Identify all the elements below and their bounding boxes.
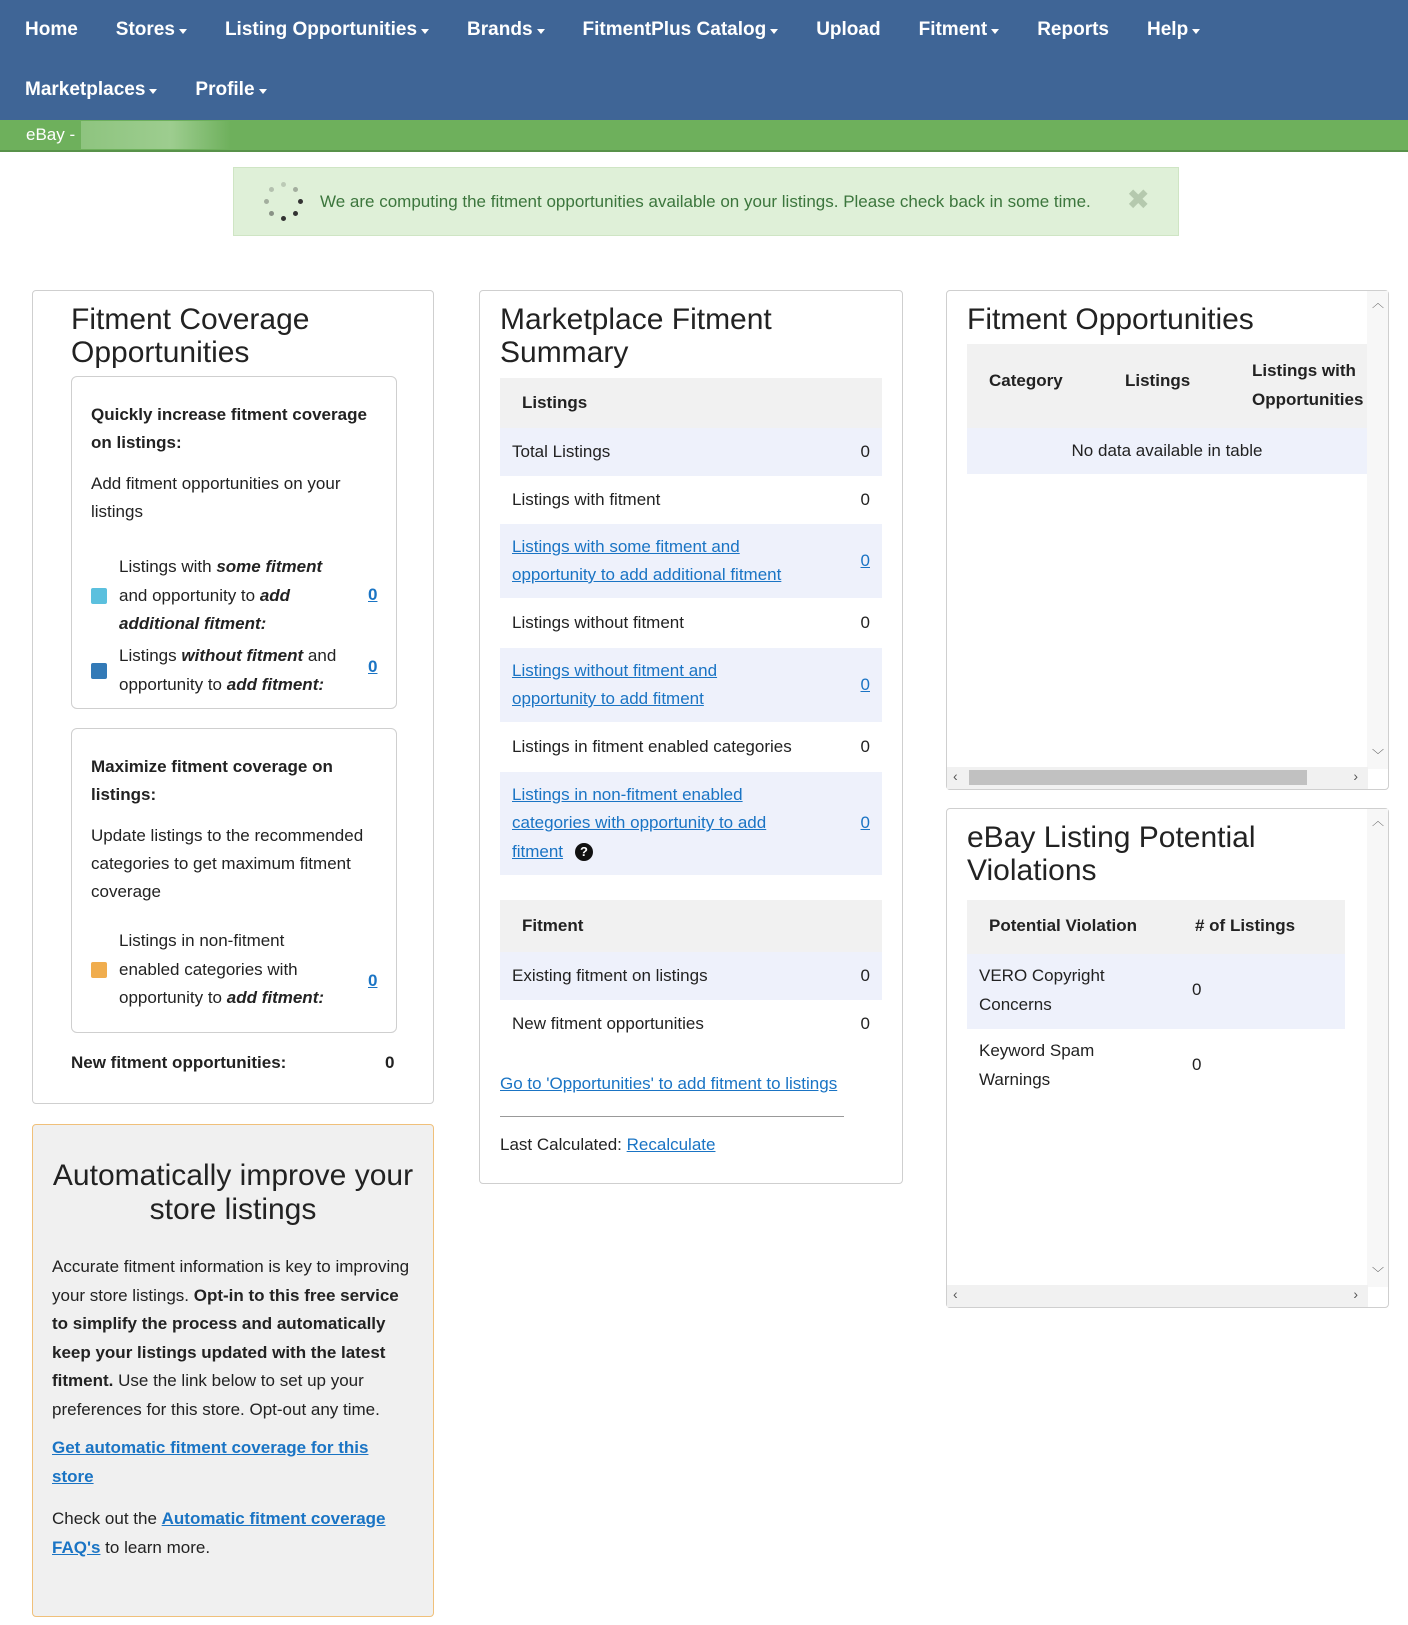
summary-row-without-fitment bbox=[500, 598, 882, 648]
nav-reports[interactable] bbox=[1037, 19, 1109, 41]
nav-row-2 bbox=[25, 60, 1408, 120]
nav-marketplaces[interactable] bbox=[25, 79, 157, 101]
auto-improve-description bbox=[52, 1253, 412, 1424]
nav-listing-opportunities[interactable] bbox=[225, 19, 429, 41]
without-fitment-count-link[interactable]: 0 bbox=[860, 674, 870, 694]
nav-upload[interactable] bbox=[816, 19, 880, 41]
row-value: 0 bbox=[860, 489, 870, 509]
legend-swatch-dark-blue bbox=[91, 663, 107, 679]
description-plain: Accurate fitment information is key to improving your store listings. bbox=[52, 1257, 410, 1305]
scroll-right-icon[interactable]: › bbox=[1353, 1286, 1358, 1302]
scroll-left-icon[interactable]: ‹ bbox=[953, 768, 958, 784]
summary-row-some-fitment bbox=[500, 524, 882, 598]
summary-row-existing-fitment bbox=[500, 952, 882, 1000]
without-fitment-link[interactable]: Listings without fitment and opportunity to add fitment bbox=[512, 660, 718, 708]
caret-down-icon bbox=[421, 29, 429, 34]
goto-opportunities-link[interactable]: Go to 'Opportunities' to add fitment to listings bbox=[500, 1074, 838, 1093]
row-label: Total Listings bbox=[512, 441, 611, 461]
caret-down-icon bbox=[1192, 29, 1200, 34]
get-automatic-coverage-link[interactable]: Get automatic fitment coverage for this store bbox=[52, 1438, 369, 1486]
store-name-redacted bbox=[81, 121, 231, 149]
caret-down-icon bbox=[179, 29, 187, 34]
opportunities-table-header bbox=[967, 344, 1367, 428]
computing-alert bbox=[233, 167, 1179, 236]
legend-swatch-orange bbox=[91, 962, 107, 978]
quick-coverage-text: Add fitment opportunities on your listings bbox=[91, 474, 341, 521]
quick-coverage-heading: Quickly increase fitment coverage on listings: bbox=[91, 405, 367, 452]
column-header[interactable]: Listings bbox=[1125, 371, 1191, 390]
scroll-thumb[interactable] bbox=[969, 770, 1307, 785]
legend-without-fitment bbox=[91, 642, 389, 699]
faq-link[interactable]: Automatic fitment coverage FAQ's bbox=[52, 1509, 386, 1557]
summary-row-total bbox=[500, 428, 882, 476]
legend-some-fitment bbox=[91, 553, 389, 639]
row-label: New fitment opportunities bbox=[512, 1013, 704, 1033]
description-end: Use the link below to set up your preferences for this store. Opt-out any time. bbox=[52, 1371, 380, 1419]
row-label: Listings with fitment bbox=[512, 489, 661, 509]
scroll-left-icon[interactable]: ‹ bbox=[953, 1286, 958, 1302]
non-fitment-link[interactable]: Listings in non-fitment enabled categories with opportunity to add fitment bbox=[512, 784, 767, 861]
nav-brands-label: Brands bbox=[467, 19, 533, 40]
summary-row-enabled-categories bbox=[500, 722, 882, 772]
fitment-header-label: Fitment bbox=[522, 915, 584, 935]
maximize-coverage-box bbox=[71, 728, 397, 1033]
nav-fitmentplus-catalog[interactable] bbox=[583, 19, 779, 41]
listings-header-label: Listings bbox=[522, 392, 588, 412]
faq-text bbox=[52, 1505, 412, 1562]
non-fitment-count-link[interactable]: 0 bbox=[860, 813, 870, 833]
store-bar bbox=[0, 120, 1408, 152]
row-label: Existing fitment on listings bbox=[512, 965, 708, 985]
caret-down-icon bbox=[991, 29, 999, 34]
question-circle-icon[interactable]: ? bbox=[575, 843, 593, 861]
nav-row-1 bbox=[25, 0, 1408, 60]
caret-down-icon bbox=[149, 89, 157, 94]
some-fitment-count-link[interactable]: 0 bbox=[860, 550, 870, 570]
legend-without-fitment-count-link[interactable]: 0 bbox=[368, 657, 378, 676]
violation-row bbox=[967, 1029, 1345, 1104]
column-header[interactable]: Potential Violation bbox=[989, 916, 1137, 935]
violation-label: Keyword Spam Warnings bbox=[979, 1041, 1095, 1089]
panel-title: Automatically improve your store listings bbox=[52, 1159, 414, 1226]
panel-title: Marketplace Fitment Summary bbox=[500, 303, 772, 369]
row-value: 0 bbox=[860, 612, 870, 632]
nav-listing-opportunities-label: Listing Opportunities bbox=[224, 19, 418, 40]
violation-count: 0 bbox=[1192, 1055, 1202, 1074]
row-label: Listings without fitment bbox=[512, 612, 684, 632]
panel-title: Fitment Opportunities bbox=[967, 303, 1254, 336]
alert-message: We are computing the fitment opportunities available on your listings. Please check back in some time. bbox=[320, 191, 1091, 211]
legend-label: Listings with some fitment and opportunity to add additional fitment: bbox=[119, 557, 323, 633]
summary-row-non-fitment-categories bbox=[500, 772, 882, 875]
summary-row-with-fitment bbox=[500, 476, 882, 524]
listing-violations-panel bbox=[946, 808, 1389, 1308]
nav-profile[interactable] bbox=[195, 79, 266, 101]
close-icon[interactable]: ✖ bbox=[1126, 184, 1150, 215]
row-value: 0 bbox=[860, 1013, 870, 1033]
nav-fitment[interactable] bbox=[919, 19, 1000, 41]
legend-some-fitment-count-link[interactable]: 0 bbox=[368, 585, 378, 604]
row-value: 0 bbox=[860, 965, 870, 985]
nav-fitment-label: Fitment bbox=[918, 19, 988, 40]
loading-spinner-icon bbox=[264, 182, 304, 222]
violations-table-header bbox=[967, 900, 1345, 954]
top-navbar bbox=[0, 0, 1408, 120]
maximize-coverage-text: Update listings to the recommended categories to get maximum fitment coverage bbox=[91, 826, 364, 901]
some-fitment-link[interactable]: Listings with some fitment and opportunity to add additional fitment bbox=[512, 536, 782, 584]
scroll-right-icon[interactable]: › bbox=[1353, 768, 1358, 784]
summary-row-without-fitment-opportunity bbox=[500, 648, 882, 722]
divider bbox=[500, 1116, 844, 1117]
row-value: 0 bbox=[860, 441, 870, 461]
nav-marketplaces-label: Marketplaces bbox=[25, 79, 146, 100]
vertical-scrollbar[interactable] bbox=[1367, 809, 1388, 1287]
violation-label: VERO Copyright Concerns bbox=[979, 966, 1105, 1014]
new-fitment-value: 0 bbox=[385, 1053, 395, 1072]
new-fitment-label: New fitment opportunities: bbox=[71, 1053, 287, 1072]
recalculate-link[interactable]: Recalculate bbox=[626, 1135, 716, 1154]
column-header[interactable]: Listings with Opportunities bbox=[1252, 361, 1364, 409]
store-name: eBay - bbox=[26, 125, 76, 144]
auto-improve-body bbox=[52, 1253, 412, 1562]
nav-brands[interactable] bbox=[467, 19, 544, 41]
nav-help-label: Help bbox=[1147, 19, 1189, 40]
column-header[interactable]: Category bbox=[989, 371, 1063, 390]
caret-down-icon bbox=[259, 89, 267, 94]
legend-swatch-light-blue bbox=[91, 588, 107, 604]
column-header[interactable]: # of Listings bbox=[1195, 916, 1296, 935]
fitment-coverage-panel bbox=[32, 290, 434, 1104]
nav-home[interactable] bbox=[25, 19, 78, 41]
description-bold: Opt-in to this free service to simplify the process and automatically keep your listings updated with the latest fitment. bbox=[52, 1285, 399, 1390]
nav-profile-label: Profile bbox=[195, 79, 255, 100]
maximize-coverage-heading: Maximize fitment coverage on listings: bbox=[91, 757, 333, 804]
nav-help[interactable] bbox=[1147, 19, 1200, 41]
nav-stores[interactable] bbox=[116, 19, 187, 41]
faq-pre: Check out the bbox=[52, 1509, 162, 1528]
empty-table-row: No data available in table bbox=[967, 428, 1367, 474]
nav-reports-label: Reports bbox=[1037, 19, 1109, 40]
caret-down-icon bbox=[537, 29, 545, 34]
listings-header bbox=[500, 378, 882, 428]
legend-non-fitment-categories bbox=[91, 927, 389, 1013]
scroll-up-icon[interactable]: ︿ bbox=[1372, 296, 1385, 310]
panel-title: eBay Listing Potential Violations bbox=[967, 821, 1256, 887]
horizontal-scrollbar[interactable] bbox=[947, 1285, 1368, 1307]
violation-count: 0 bbox=[1192, 980, 1202, 999]
row-label: Listings in fitment enabled categories bbox=[512, 736, 792, 756]
violation-row bbox=[967, 954, 1345, 1029]
caret-down-icon bbox=[770, 29, 778, 34]
auto-improve-panel bbox=[32, 1124, 434, 1617]
last-calculated bbox=[500, 1135, 715, 1155]
faq-post: to learn more. bbox=[100, 1537, 211, 1557]
scroll-up-icon[interactable]: ︿ bbox=[1372, 814, 1385, 828]
nav-stores-label: Stores bbox=[115, 19, 175, 40]
scroll-down-icon[interactable]: ﹀ bbox=[1372, 748, 1385, 762]
legend-label: Listings without fitment and opportunity to add fitment: bbox=[119, 646, 337, 694]
fitment-opportunities-panel bbox=[946, 290, 1389, 790]
legend-label: Listings in non-fitment enabled categories with opportunity to add fitment: bbox=[119, 931, 325, 1007]
nav-catalog-label: FitmentPlus Catalog bbox=[582, 19, 767, 40]
row-value: 0 bbox=[860, 736, 870, 756]
nav-home-label: Home bbox=[25, 19, 78, 40]
legend-non-fitment-count-link[interactable]: 0 bbox=[368, 971, 378, 990]
vertical-scrollbar[interactable] bbox=[1367, 291, 1388, 769]
quick-coverage-box bbox=[71, 376, 397, 709]
summary-row-new-fitment bbox=[500, 1000, 882, 1048]
fitment-header bbox=[500, 900, 882, 952]
last-calculated-label: Last Calculated: bbox=[500, 1135, 622, 1154]
marketplace-summary-panel bbox=[479, 290, 903, 1184]
non-fitment-cell bbox=[512, 781, 802, 867]
panel-title: Fitment Coverage Opportunities bbox=[71, 303, 310, 369]
scroll-down-icon[interactable]: ﹀ bbox=[1372, 1266, 1385, 1280]
nav-upload-label: Upload bbox=[816, 19, 881, 40]
horizontal-scrollbar[interactable] bbox=[947, 767, 1368, 789]
